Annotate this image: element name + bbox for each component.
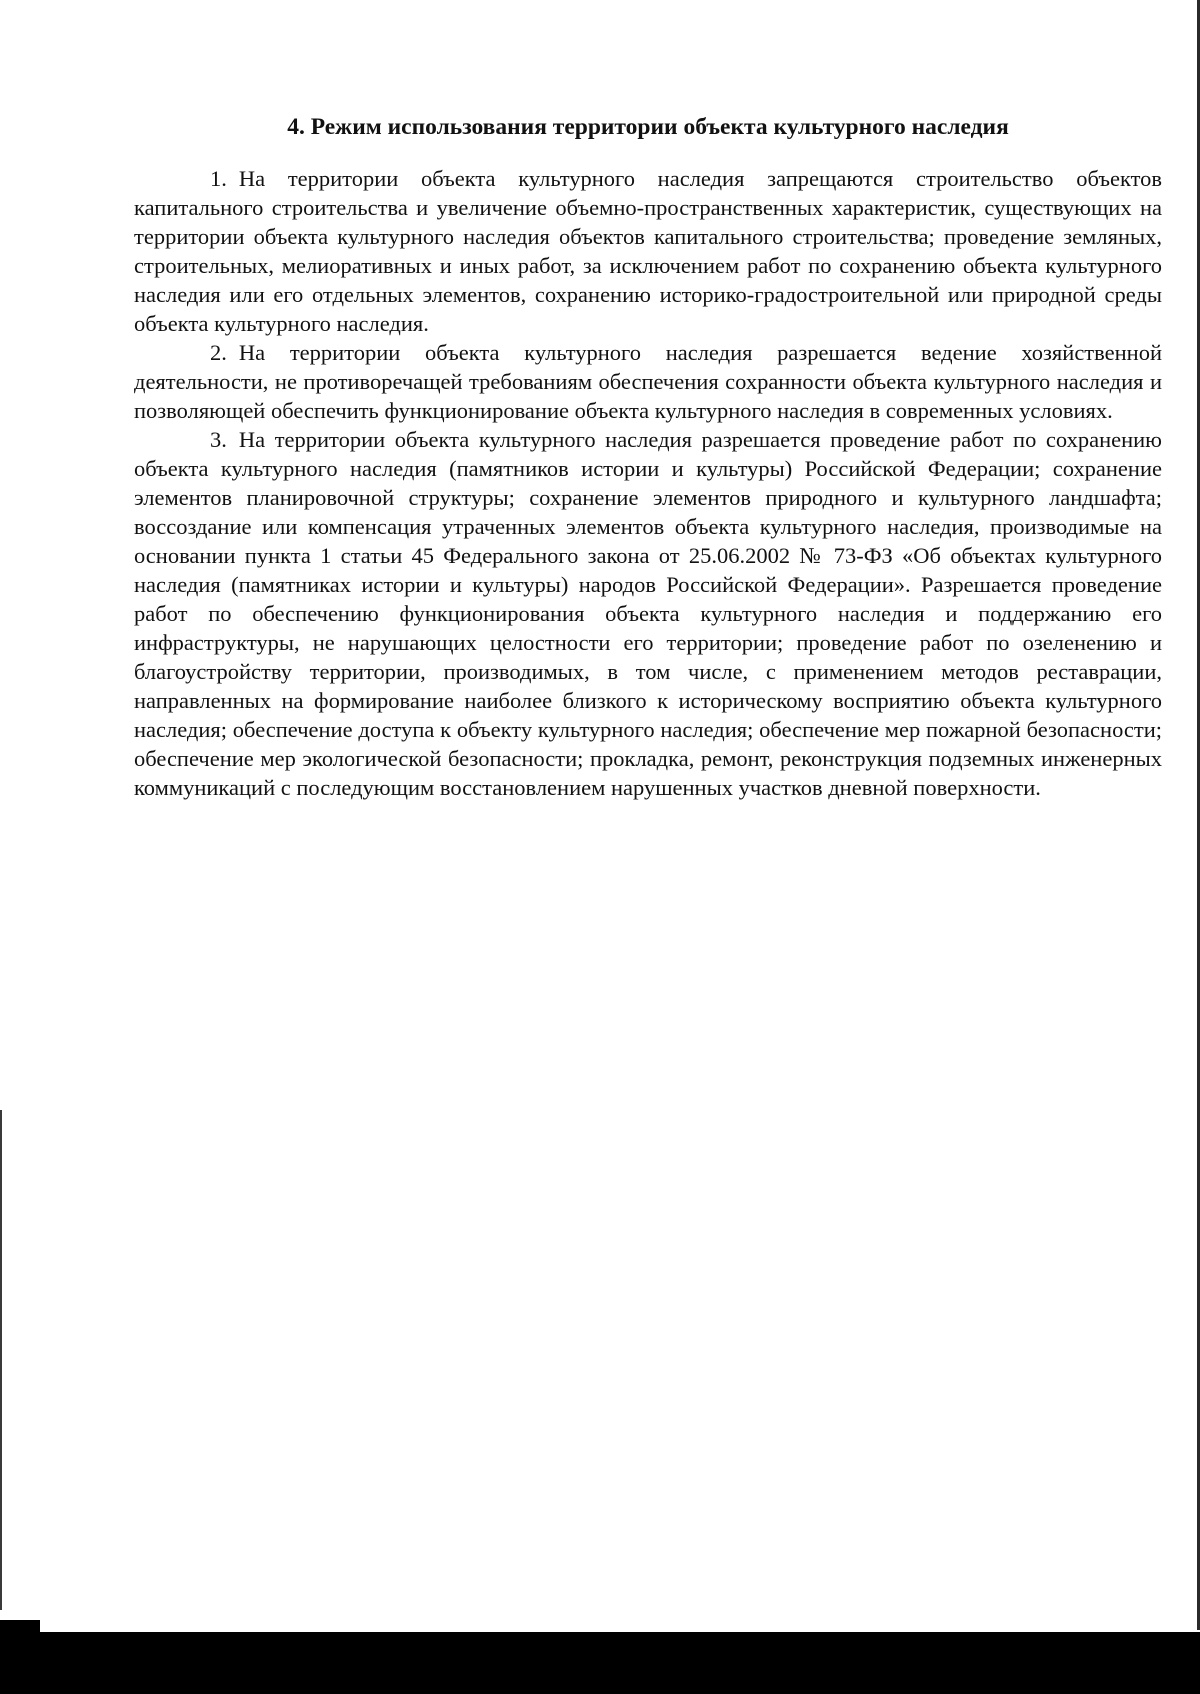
paragraph-text: На территории объекта культурного наследия разрешается проведение работ по сохранению объекта культурного наследия (памятников истории и культуры) Российской Федерации; сохранение элементов планировочной структуры; сохранение элементов природного и культурного ландшафта; воссоздание или компенсация утраченных элементов объекта культурного наследия, производимые на основании пункта 1 статьи 45 Федерального закона от 25.06.2002 № 73-ФЗ «Об объектах культурного наследия (памятниках истории и культуры) народов Российской Федерации». Разрешается проведение работ по обеспечению функционирования объекта культурного наследия и поддержанию его инфраструктуры, не нарушающих целостности его территории; проведение работ по озеленению и благоустройству территории, производимых, в том числе, с применением методов реставрации, направленных на формирование наиболее близкого к историческому восприятию объекта культурного наследия; обеспечение доступа к объекту культурного наследия; обеспечение мер пожарной безопасности; обеспечение мер экологической безопасности; прокладка, ремонт, реконструкция подземных инженерных коммуникаций с последующим восстановлением нарушенных участков дневной поверхности. — [134, 427, 1162, 800]
paragraph-text: На территории объекта культурного наследия запрещаются строительство объектов капитального строительства и увеличение объемно-пространственных характеристик, существующих на территории объекта культурного наследия объектов капитального строительства; проведение земляных, строительных, мелиоративных и иных работ, за исключением работ по сохранению объекта культурного наследия или его отдельных элементов, сохранению историко-градостроительной или природной среды объекта культурного наследия. — [134, 166, 1162, 336]
document-body — [134, 112, 1162, 802]
paragraph-number: 1. — [210, 166, 227, 191]
paragraph-2 — [134, 338, 1162, 425]
scan-left-edge — [0, 1110, 2, 1610]
paragraph-text: На территории объекта культурного наследия разрешается ведение хозяйственной деятельности, не противоречащей требованиям обеспечения сохранности объекта культурного наследия и позволяющей обеспечить функционирование объекта культурного наследия в современных условиях. — [134, 340, 1162, 423]
section-heading: 4. Режим использования территории объекта культурного наследия — [287, 114, 1009, 140]
paragraph-3 — [134, 425, 1162, 802]
paragraph-number: 2. — [210, 340, 227, 365]
paragraph-number: 3. — [210, 427, 227, 452]
scan-bottom-band — [0, 1632, 1200, 1694]
paragraph-1 — [134, 164, 1162, 338]
